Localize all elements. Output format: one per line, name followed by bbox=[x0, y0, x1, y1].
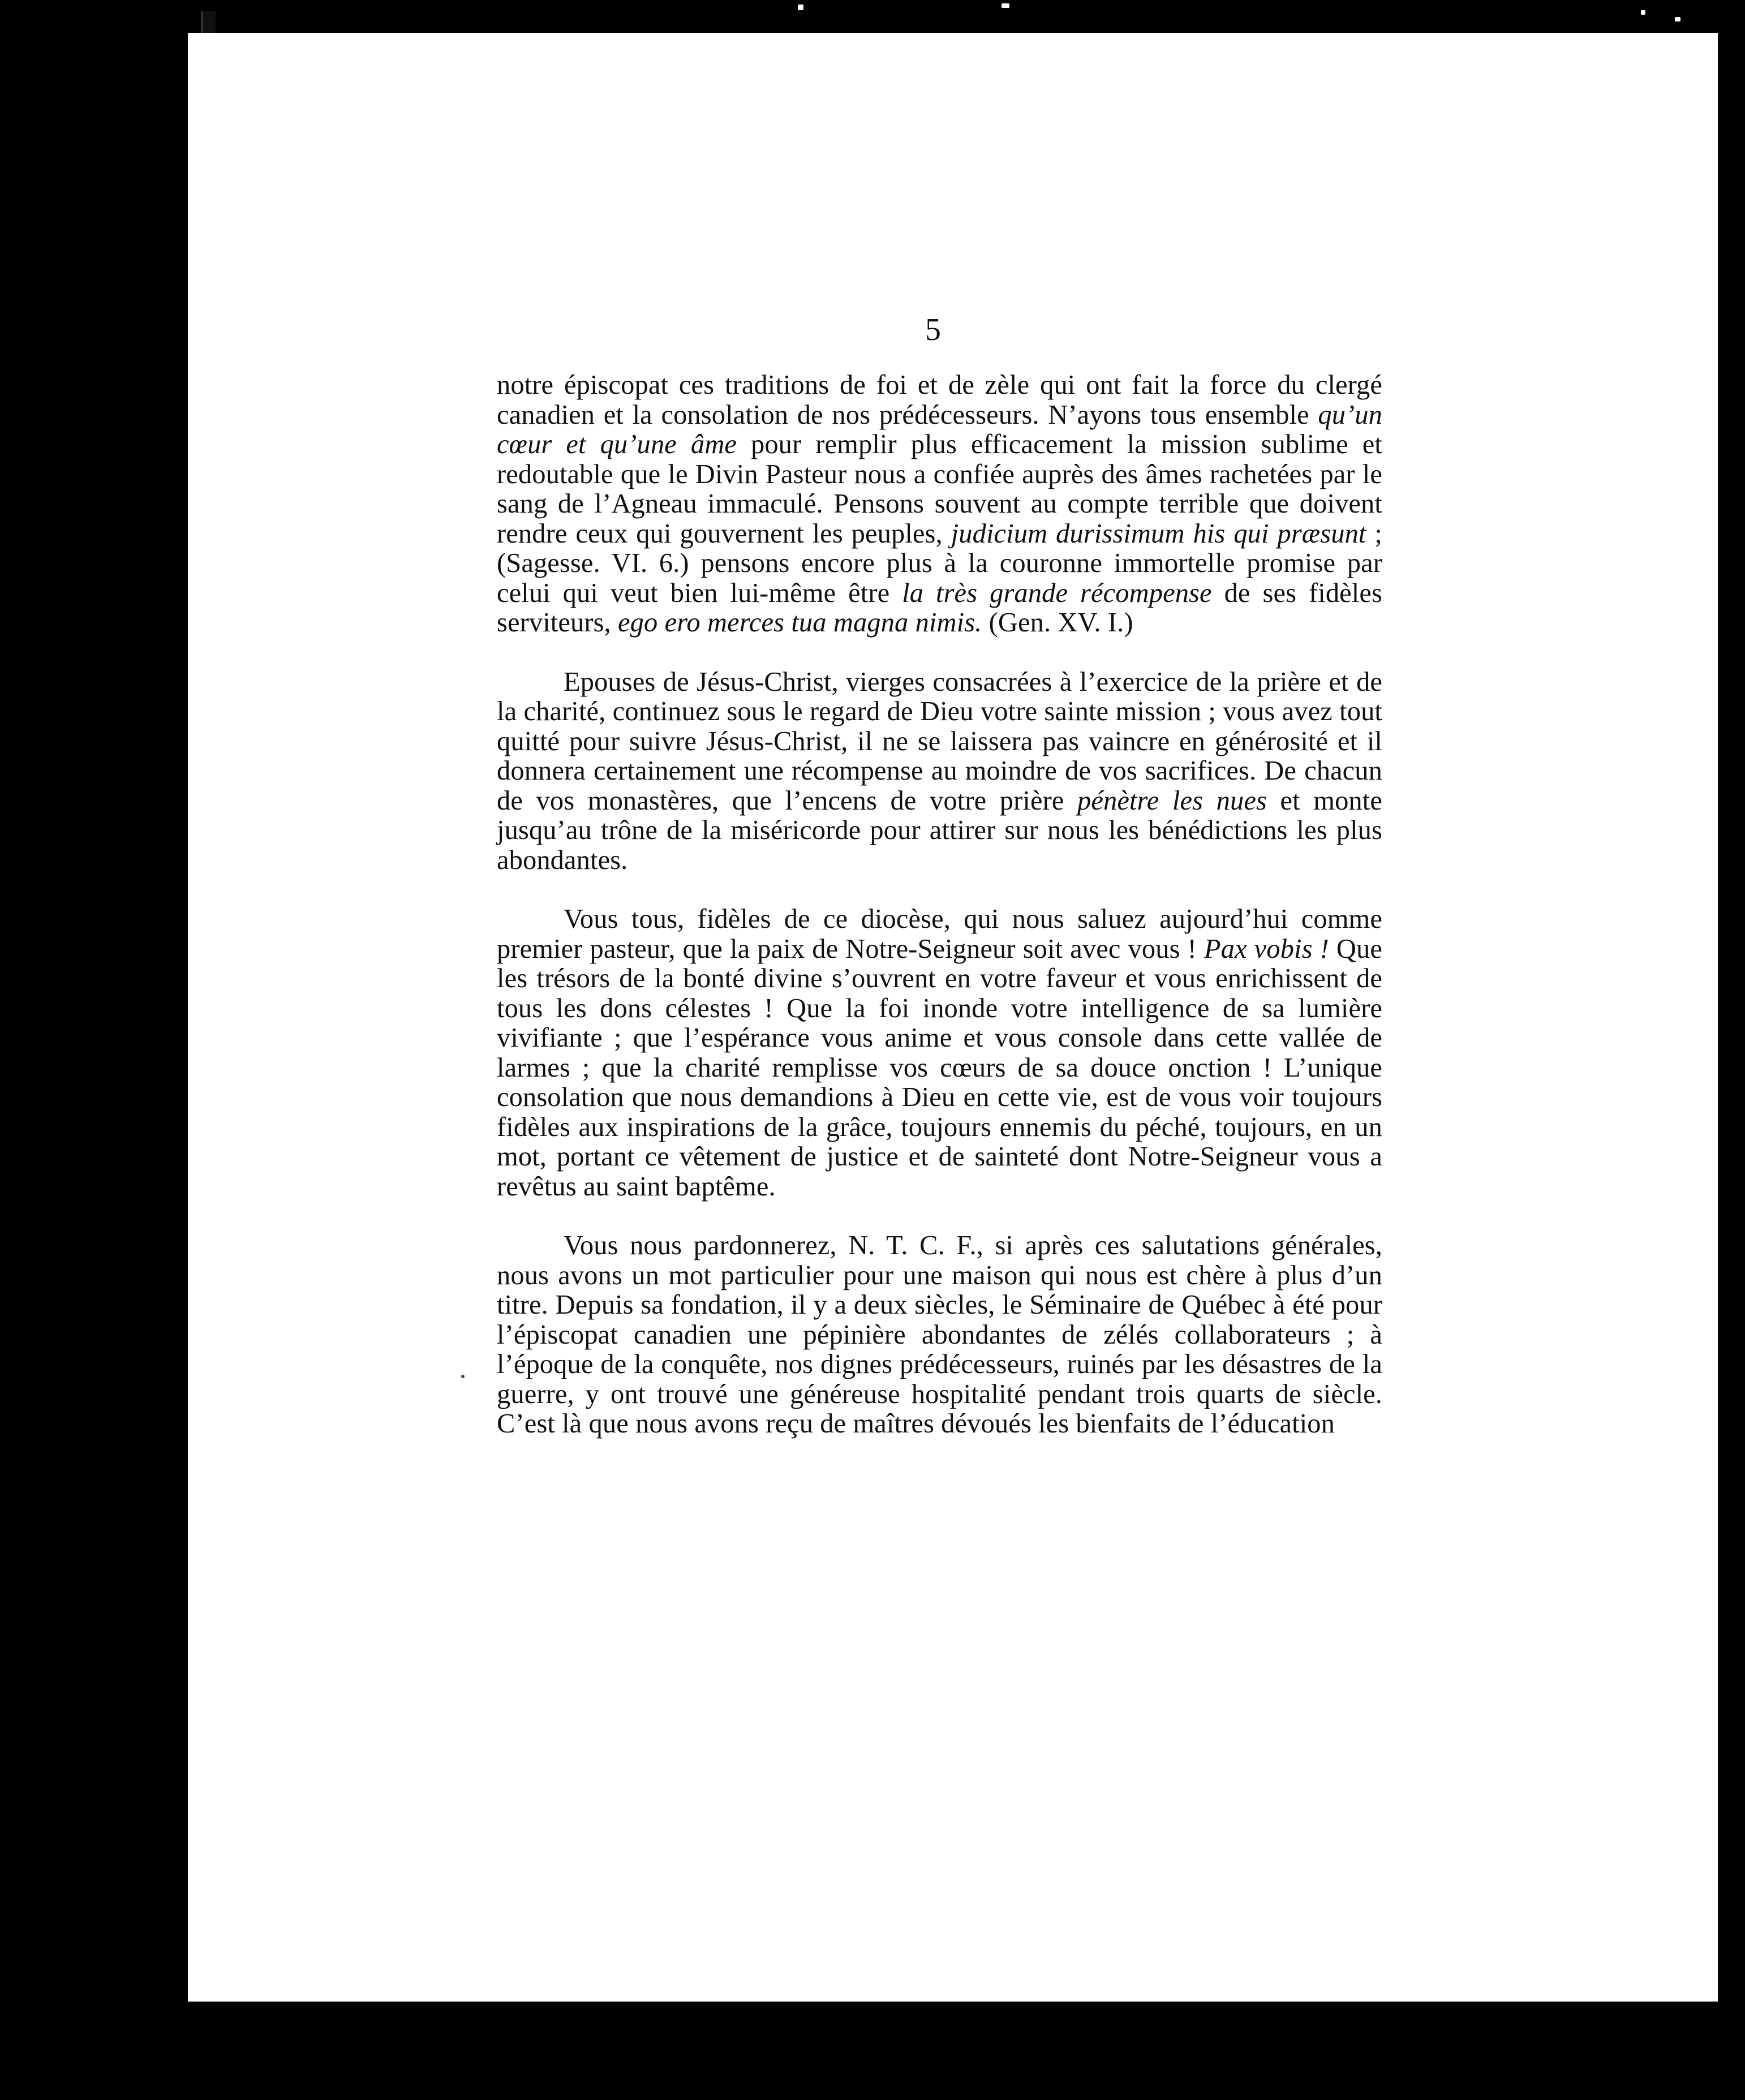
scan-edge-marks bbox=[0, 0, 1745, 34]
body-text bbox=[497, 371, 1382, 1439]
italic-text-run: ego ero merces tua magna nimis. bbox=[618, 608, 982, 638]
italic-text-run: judicium durissimum his qui præsunt bbox=[951, 518, 1366, 549]
text-run: Vous nous pardonnerez, N. T. C. F., si après ces salutations générales, nous avons un mot particulier pour une maison qui nous est chère à plus d’un titre. Depuis sa fondation, il y a deux siècles, le Séminaire de Québec à été pour l’épiscopat canadien une pépinière abondantes de zélés collaborateurs ; à l’époque de la conquête, nos dignes prédécesseurs, ruinés par les désastres de la guerre, y ont trouvé une généreuse hospitalité pendant trois quarts de siècle. C’est là que nous avons reçu de maîtres dévoués les bienfaits de l’éducation bbox=[497, 1230, 1382, 1439]
text-run: ; (Sagesse. VI. 6.) pensons encore plus à la couronne immortelle promise par celui qui veut bien lui-même être bbox=[497, 518, 1383, 608]
text-run: pour remplir plus efficacement la mission sublime et redoutable que le Divin Pasteur nous a confiée auprès des âmes rachetées par le sang de l’Agneau immaculé. Pensons souvent au compte terrible que doivent rendre ceux qui gouvernent les peuples, bbox=[497, 429, 1382, 549]
page-number: 5 bbox=[925, 312, 941, 347]
paragraph bbox=[497, 1231, 1382, 1439]
text-run: Epouses de Jésus-Christ, vierges consacrées à l’exercice de la prière et de la charité, continuez sous le regard de Dieu votre sainte mission ; vous avez tout quitté pour suivre Jésus-Christ, il ne se laissera pas vaincre en générosité et il donnera certainement une récompense au moindre de vos sacrifices. De chacun de vos monastères, que l’encens de votre prière bbox=[497, 666, 1382, 816]
text-run: Que les trésors de la bonté divine s’ouvrent en votre faveur et vous enrichissent de tous les dons célestes ! Que la foi inonde votre intelligence de sa lumière vivifiante ; que l’espérance vous anime et vous console dans cette vallée de larmes ; que la charité remplisse vos cœurs de sa douce onction ! L’unique consolation que nous demandions à Dieu en cette vie, est de vous voir toujours fidèles aux inspirations de la grâce, toujours ennemis du péché, toujours, en un mot, portant ce vêtement de justice et de sainteté dont Notre-Seigneur vous a revêtus au saint baptême. bbox=[497, 933, 1382, 1202]
text-run: et monte jusqu’au trône de la miséricorde pour attirer sur nous les bénédictions les plus abondantes. bbox=[497, 785, 1382, 875]
italic-text-run: pénètre les nues bbox=[1077, 785, 1267, 816]
text-run: (Gen. XV. I.) bbox=[982, 608, 1133, 638]
paragraph bbox=[497, 371, 1382, 638]
ink-speck bbox=[461, 1375, 465, 1378]
paragraph bbox=[497, 668, 1382, 876]
italic-text-run: la très grande récompense bbox=[902, 578, 1212, 608]
text-run: notre épiscopat ces traditions de foi et de zèle qui ont fait la force du clergé canadien et la consolation de nos prédécesseurs. N’ayons tous ensemble bbox=[497, 370, 1382, 430]
text-run: Vous tous, fidèles de ce diocèse, qui nous saluez aujourd’hui comme premier pasteur, que la paix de Notre-Seigneur soit avec vous ! bbox=[497, 904, 1382, 964]
italic-text-run: Pax vobis ! bbox=[1204, 933, 1329, 964]
paragraph bbox=[497, 905, 1382, 1202]
italic-text-run: qu’un cœur et qu’une âme bbox=[497, 399, 1382, 459]
text-run: de ses fidèles serviteurs, bbox=[497, 578, 1382, 638]
